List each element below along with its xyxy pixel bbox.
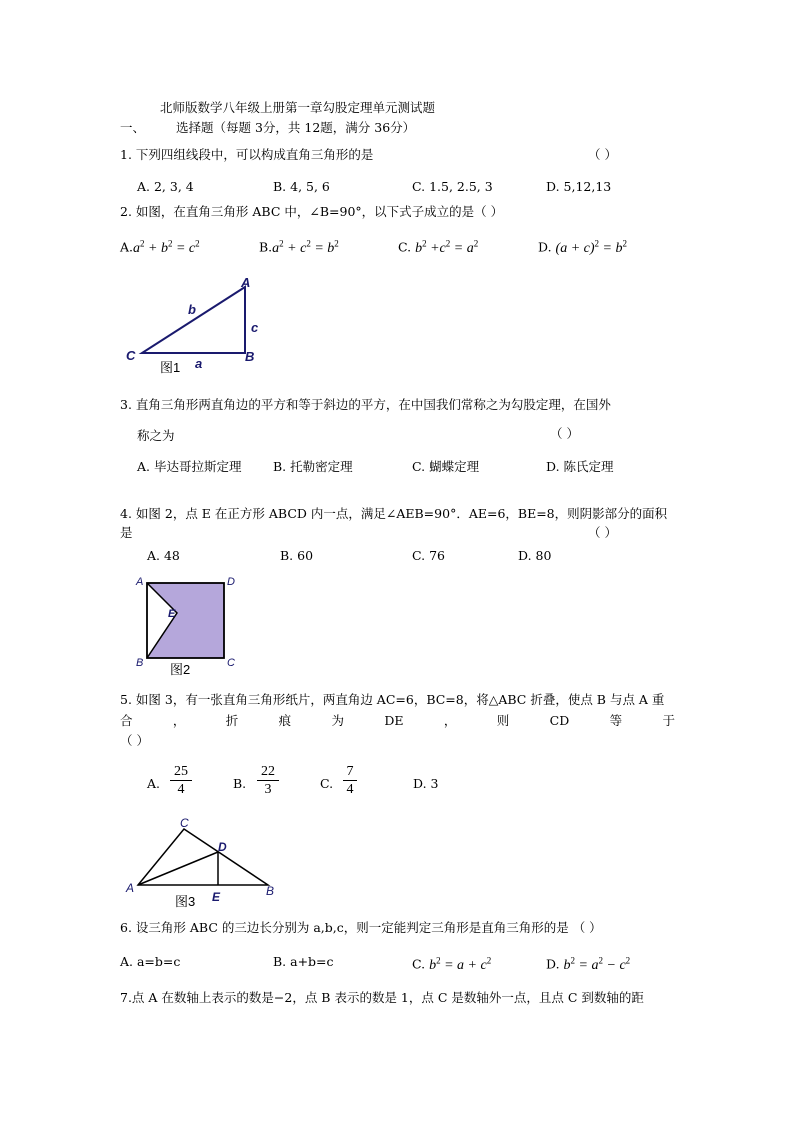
q6-option-b: B. a+b=c: [273, 954, 334, 969]
q5-word: 合: [120, 713, 133, 728]
q3-option-a: A. 毕达哥拉斯定理: [137, 459, 242, 474]
q5-option-b-denominator: 3: [257, 780, 279, 798]
fig1-label-side-b: b: [188, 302, 196, 317]
q4-option-d: D. 80: [518, 548, 552, 563]
segment-ad: [138, 852, 218, 885]
q5-option-a-letter: A.: [147, 776, 161, 791]
fig1-label-side-c: c: [251, 320, 259, 335]
q4-stem: 4. 如图 2，点 E 在正方形 ABCD 内一点，满足∠AEB=90°．AE=6，BE=8，则阴影部分的面积: [120, 506, 668, 521]
fig2-label-e: E: [168, 608, 176, 620]
triangle-abc: [142, 287, 245, 353]
fig3-label-e: E: [212, 890, 221, 904]
figure-2-square: [130, 574, 240, 674]
q6-option-d-letter: D.: [546, 956, 560, 972]
q1-option-b: B. 4, 5, 6: [273, 179, 330, 194]
fig1-label-c-vertex: C: [126, 348, 136, 363]
section-heading: 选择题（每题 3分，共 12题，满分 36分）: [176, 120, 416, 135]
fig2-label-d: D: [227, 576, 235, 588]
q2-option-d-formula: $(a + c)^2 = b^2$: [555, 238, 627, 256]
q6-option-d-formula: $b^2 = a^2 - c^2$: [563, 955, 631, 973]
q6-option-c-letter: C.: [412, 956, 426, 972]
q5-word: 为: [331, 713, 345, 728]
q2-option-c-letter: C.: [398, 239, 412, 255]
q3-option-b: B. 托勒密定理: [273, 459, 353, 474]
q5-stem-justified: [120, 713, 675, 729]
q1-option-c: C. 1.5, 2.5, 3: [412, 179, 493, 194]
q4-option-c: C. 76: [412, 548, 445, 563]
q5-word: 等: [609, 713, 623, 728]
q2-option-b: [259, 235, 339, 257]
fig2-label-c: C: [227, 657, 235, 669]
q5-option-b-letter: B.: [233, 776, 247, 791]
q2-option-a-formula: $a^2 + b^2 = c^2$: [133, 238, 200, 256]
q5-stem: 5. 如图 3，有一张直角三角形纸片，两直角边 AC=6，BC=8，将△ABC 折叠，使点 B 与点 A 重: [120, 692, 665, 707]
figure-3-triangle: [120, 815, 290, 910]
figure-1-triangle: [118, 270, 278, 380]
q3-stem: 3. 直角三角形两直角边的平方和等于斜边的平方，在中国我们常称之为勾股定理，在国外: [120, 397, 611, 412]
q1-answer-paren: （ ）: [588, 147, 617, 162]
fig3-label-a: A: [126, 881, 135, 895]
fig1-label-a-vertex: A: [241, 275, 251, 290]
q5-word: CD: [549, 713, 570, 728]
q5-word: 则: [496, 713, 510, 728]
fig2-label-b: B: [136, 657, 144, 669]
q3-stem-continued: 称之为: [137, 428, 175, 443]
q5-option-c-numerator: 7: [346, 764, 354, 779]
q2-option-c-formula: $b^2 +c^2 = a^2$: [415, 238, 479, 256]
q5-option-d: D. 3: [413, 776, 439, 791]
q5-word: DE: [384, 713, 404, 728]
fig1-label-side-a: a: [195, 356, 203, 371]
q4-stem-continued: 是: [120, 525, 133, 540]
q2-option-c: [398, 235, 478, 257]
q5-option-c-denominator: 4: [343, 780, 357, 798]
q5-answer-paren: （ ）: [120, 733, 149, 748]
q5-word: 于: [662, 713, 675, 728]
q5-word: 折: [225, 713, 239, 728]
fig2-label-a: A: [136, 576, 144, 588]
q5-option-b-numerator: 22: [261, 764, 275, 779]
q5-word: 痕: [278, 713, 292, 728]
q6-option-d: [546, 952, 630, 974]
q7-stem: 7.点 A 在数轴上表示的数是−2，点 B 表示的数是 1，点 C 是数轴外一点，且点 C 到数轴的距: [120, 990, 644, 1005]
q2-option-d-letter: D.: [538, 239, 552, 255]
figure-1-caption: 图1: [160, 360, 181, 375]
q2-option-a-letter: A.: [120, 239, 134, 255]
figure-3-caption: 图3: [175, 894, 196, 909]
q5-word: ，: [443, 713, 457, 728]
q3-answer-paren: （ ）: [550, 426, 579, 441]
section-number: 一、: [120, 120, 146, 135]
figure-2-caption: 图2: [170, 662, 191, 677]
fig1-label-b-vertex: B: [245, 349, 255, 364]
q5-option-c-letter: C.: [320, 776, 334, 791]
q5-option-a-denominator: 4: [170, 780, 192, 798]
fig3-label-b: B: [266, 884, 275, 898]
q2-option-a: [120, 235, 200, 257]
q5-option-b-fraction: [257, 763, 279, 798]
q4-answer-paren: （ ）: [588, 525, 617, 540]
q3-option-c: C. 蝴蝶定理: [412, 459, 480, 474]
q6-option-c-formula: $b^2 = a + c^2$: [429, 955, 492, 973]
q2-stem: 2. 如图，在直角三角形 ABC 中，∠B=90°，以下式子成立的是（ ）: [120, 204, 504, 219]
fig3-label-c: C: [180, 816, 189, 830]
q1-option-d: D. 5,12,13: [546, 179, 612, 194]
q2-option-d: [538, 235, 627, 257]
q5-option-c-fraction: [343, 763, 357, 798]
q5-option-a-numerator: 25: [174, 764, 188, 779]
q6-stem: 6. 设三角形 ABC 的三边长分别为 a,b,c，则一定能判定三角形是直角三角形的是 （ ）: [120, 920, 602, 935]
page-title: 北师版数学八年级上册第一章勾股定理单元测试题: [160, 100, 436, 115]
fig3-label-d: D: [218, 840, 227, 854]
q6-option-c: [412, 952, 491, 974]
q4-option-b: B. 60: [280, 548, 314, 563]
q3-option-d: D. 陈氏定理: [546, 459, 614, 474]
q2-option-b-letter: B.: [259, 239, 273, 255]
q2-option-b-formula: $a^2 + c^2 = b^2$: [272, 238, 339, 256]
q5-word: ，: [172, 713, 186, 728]
q6-option-a: A. a=b=c: [120, 954, 181, 969]
q1-option-a: A. 2, 3, 4: [137, 179, 194, 194]
q4-option-a: A. 48: [147, 548, 180, 563]
q5-option-a-fraction: [170, 763, 192, 798]
q1-stem: 1. 下列四组线段中，可以构成直角三角形的是: [120, 147, 374, 162]
